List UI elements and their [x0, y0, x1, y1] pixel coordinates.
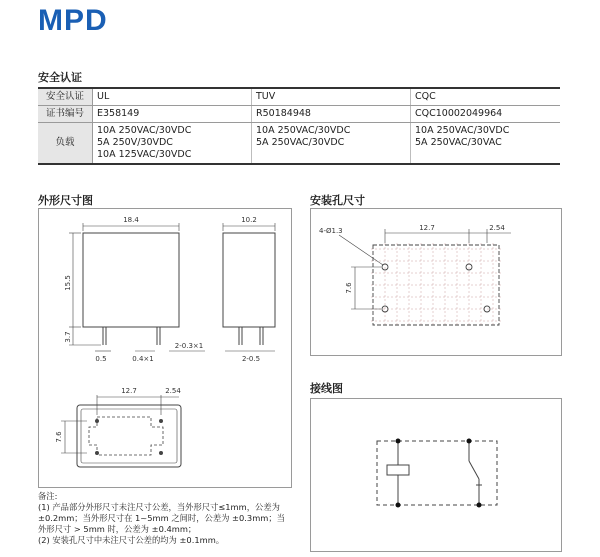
notes-heading: 备注:: [38, 491, 58, 501]
row-header: 安全认证: [38, 88, 93, 106]
safety-section-title: 安全认证: [38, 71, 82, 84]
wiring-drawing-panel: [310, 398, 562, 552]
cell-cqc: [411, 88, 561, 106]
table-row: [38, 106, 560, 123]
dim-hole-gap: 2.54: [489, 224, 505, 232]
cell-text: TUV: [256, 91, 276, 102]
mounting-section-title: 安装孔尺寸: [310, 194, 365, 207]
dim-pin-gap-side: 2-0.5: [241, 355, 261, 363]
dim-width: 18.4: [123, 216, 139, 224]
certification-table: [38, 87, 560, 165]
notes-line: 外形尺寸 > 5mm 时，公差为 ±0.4mm；: [38, 524, 197, 534]
dim-bottom-gap: 2.54: [165, 387, 181, 395]
cell-tuv-load: [252, 123, 411, 165]
switch-contact: [469, 461, 479, 479]
cell-cqc-load: [411, 123, 561, 165]
cell-text: 10A 250VAC/30VDC: [256, 125, 351, 136]
cell-tuv-cert: [252, 106, 411, 123]
outline-drawing: [39, 209, 291, 487]
cell-text: 5A 250VAC/30VAC: [415, 137, 502, 148]
dim-hole-height: 7.6: [345, 282, 353, 294]
table-row: [38, 88, 560, 106]
cell-text: R50184948: [256, 108, 311, 119]
notes-line: (1) 产品部分外形尺寸未注尺寸公差，当外形尺寸≤1mm，公差为: [38, 502, 280, 512]
cell-ul-load: [93, 123, 252, 165]
cell-text: 10A 250VAC/30VDC: [97, 125, 192, 136]
bottom-view-body: [77, 405, 181, 467]
wiring-section-title: 接线图: [310, 382, 343, 395]
notes-line: (2) 安装孔尺寸中未注尺寸公差的均为 ±0.1mm。: [38, 535, 225, 545]
cell-ul: [93, 88, 252, 106]
mounting-drawing-panel: [310, 208, 562, 356]
dim-bottom-height: 7.6: [55, 431, 63, 443]
mounting-drawing: [311, 209, 561, 355]
outline-section-title: 外形尺寸图: [38, 194, 93, 207]
cell-text: 5A 250V/30VDC: [97, 137, 173, 148]
row-header: 证书编号: [38, 106, 93, 123]
dim-pin-size: 0.4×1: [132, 355, 154, 363]
side-view-body: [223, 233, 275, 327]
wiring-diagram: [311, 399, 561, 551]
row-header: 负载: [38, 123, 93, 165]
cell-text: CQC: [415, 91, 436, 102]
cell-text: CQC10002049964: [415, 108, 503, 119]
cell-text: 10A 125VAC/30VDC: [97, 149, 192, 160]
dim-hole-span: 12.7: [419, 224, 435, 232]
brand-logo: MPD: [38, 4, 108, 37]
dim-pin-length: 3.7: [64, 331, 72, 343]
coil-symbol: [387, 465, 409, 475]
cell-text: 5A 250VAC/30VDC: [256, 137, 345, 148]
cell-tuv: [252, 88, 411, 106]
dim-depth: 10.2: [241, 216, 257, 224]
cell-cqc-cert: [411, 106, 561, 123]
dim-pin-gap: 2-0.3×1: [174, 342, 204, 350]
dim-pin-offset: 0.5: [95, 355, 107, 363]
front-view-body: [83, 233, 179, 327]
cell-text: 10A 250VAC/30VDC: [415, 125, 510, 136]
notes: [38, 491, 290, 546]
dim-height: 15.5: [64, 275, 72, 291]
table-row: [38, 123, 560, 165]
cell-text: UL: [97, 91, 110, 102]
outline-drawing-panel: [38, 208, 292, 488]
cell-ul-cert: [93, 106, 252, 123]
dim-bottom-span: 12.7: [121, 387, 137, 395]
cell-text: E358149: [97, 108, 140, 119]
notes-line: ±0.2mm；当外形尺寸在 1~5mm 之间时，公差为 ±0.3mm；当: [38, 513, 285, 523]
dim-holes: 4-Ø1.3: [319, 227, 343, 235]
